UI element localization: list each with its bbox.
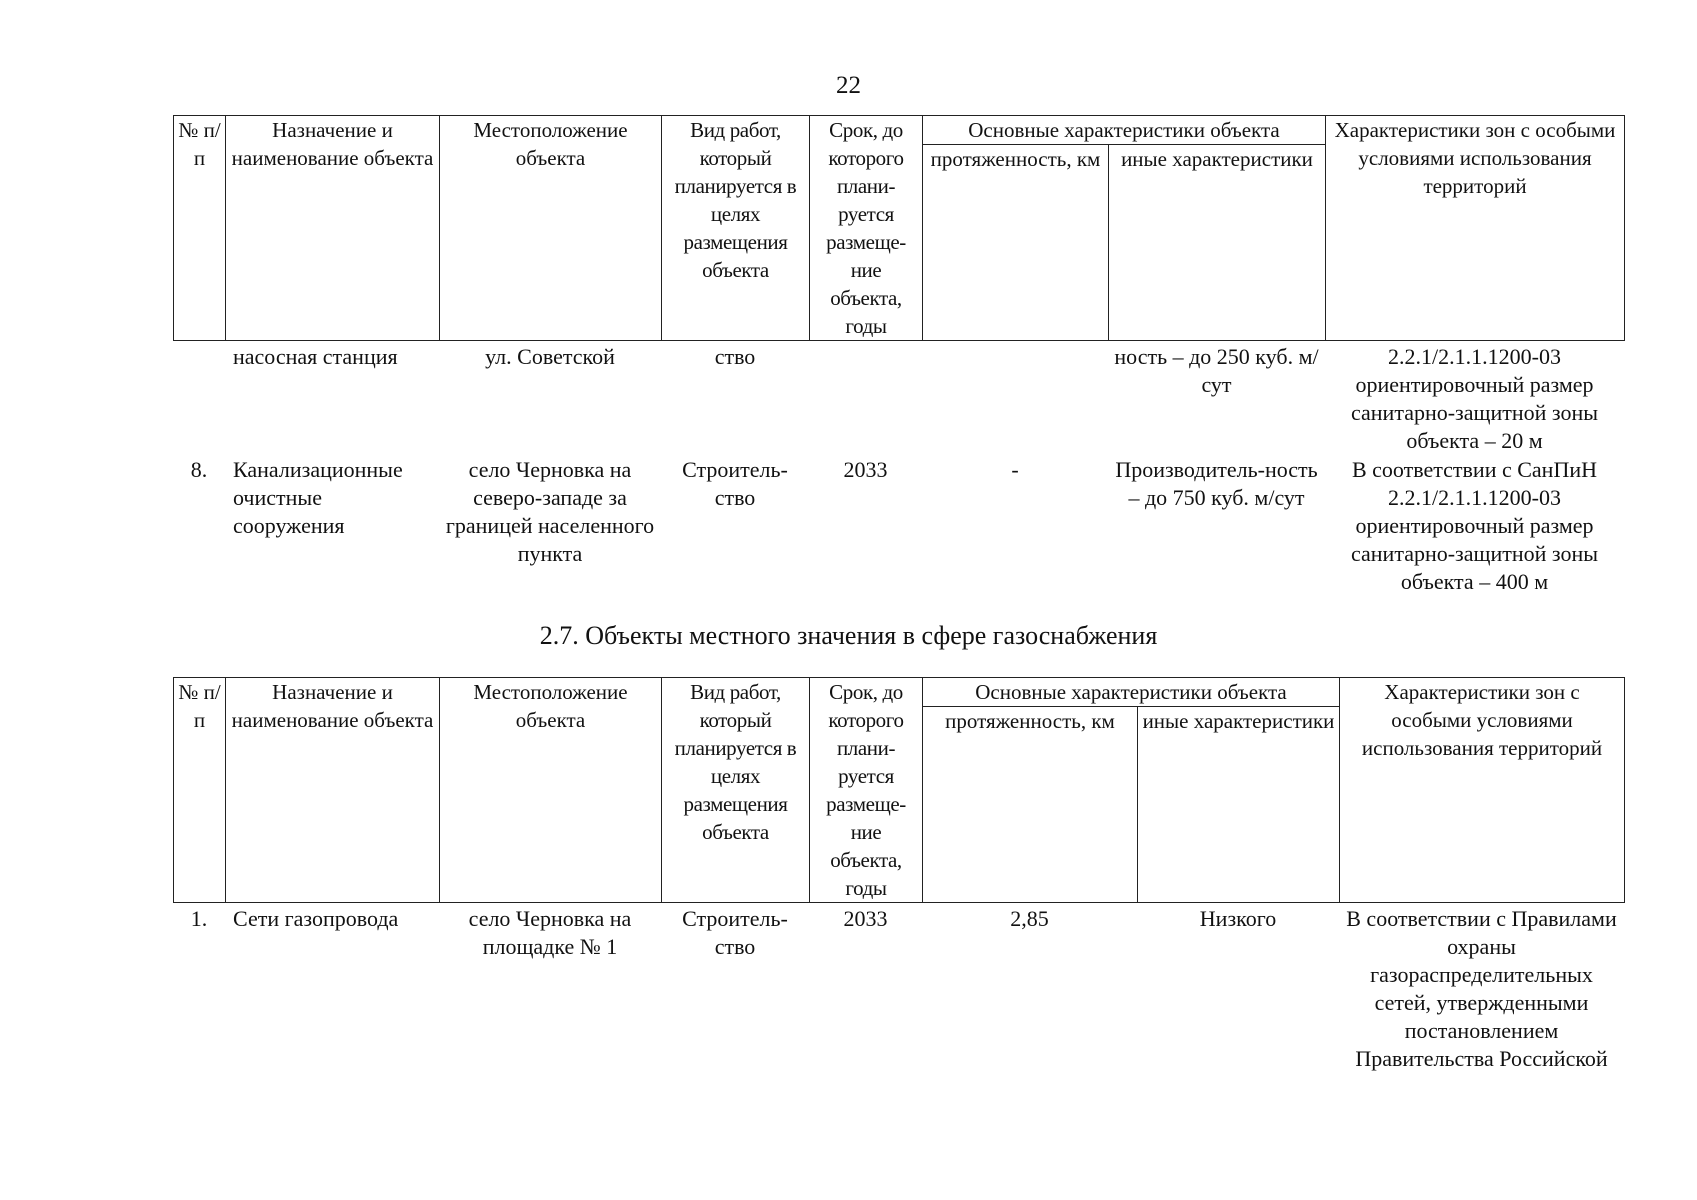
section-heading: 2.7. Объекты местного значения в сфере газоснабжения [539, 621, 1158, 650]
table-1-body [173, 343, 1624, 596]
col-work-type-header: Вид работ, который планируется в целях размещения объекта [662, 116, 810, 341]
col-num-header: № п/п [174, 678, 226, 903]
cell-other: ность – до 250 куб. м/сут [1114, 344, 1319, 397]
table-row [173, 456, 1624, 596]
col-other-header: иные характеристики [1138, 707, 1340, 903]
cell-zones: В соответствии с СанПиН 2.2.1/2.1.1.1200-03 ориентировочный размер санитарно-защитной зоны объекта – 400 м [1350, 457, 1599, 594]
col-main-chars-header: Основные характеристики объекта [923, 116, 1326, 145]
col-work-type-header: Вид работ, который планируется в целях размещения объекта [662, 678, 810, 903]
cell-location: село Черновка на северо-западе за границей населенного пункта [445, 457, 655, 566]
col-zones-header: Характеристики зон с особыми условиями использования территорий [1340, 678, 1625, 903]
cell-work-type: Строитель-ство [682, 906, 788, 959]
cell-length: 2,85 [1010, 906, 1049, 931]
col-length-header: протяженность, км [923, 145, 1109, 341]
cell-location: село Черновка на площадке № 1 [468, 906, 632, 959]
table-row [173, 905, 1624, 1073]
col-location-header: Местоположение объекта [440, 678, 662, 903]
cell-name: Сети газопровода [233, 906, 399, 931]
cell-num [173, 343, 225, 456]
cell-name: Канализационные очистные сооружения [233, 457, 403, 538]
col-main-chars-header: Основные характеристики объекта [923, 678, 1340, 707]
cell-zones: 2.2.1/2.1.1.1200-03 ориентировочный размер санитарно-защитной зоны объекта – 20 м [1350, 344, 1599, 453]
col-deadline-header: Срок, до которого плани-руется размеще-ние объекта, годы [810, 678, 923, 903]
table-2-header [173, 677, 1625, 903]
cell-name: насосная станция [233, 344, 398, 369]
table-1-header [173, 115, 1625, 341]
col-name-header: Назначение и наименование объекта [226, 678, 440, 903]
cell-deadline [809, 343, 922, 456]
cell-deadline: 2033 [843, 457, 888, 482]
col-deadline-header: Срок, до которого плани-руется размеще-ние объекта, годы [810, 116, 923, 341]
col-zones-header: Характеристики зон с особыми условиями использования территорий [1326, 116, 1625, 341]
cell-other: Низкого [1199, 906, 1277, 931]
col-other-header: иные характеристики [1109, 145, 1326, 341]
cell-deadline: 2033 [843, 906, 888, 931]
cell-work-type: ство [714, 344, 756, 369]
col-name-header: Назначение и наименование объекта [226, 116, 440, 341]
table-row [173, 343, 1624, 456]
col-length-header: протяженность, км [923, 707, 1138, 903]
col-location-header: Местоположение объекта [440, 116, 662, 341]
cell-length [922, 343, 1108, 456]
cell-zones: В соответствии с Правилами охраны газораспределительных сетей, утвержденными постановлением Правительства Российской [1346, 906, 1617, 1071]
table-2-body [173, 905, 1624, 1073]
cell-location: ул. Советской [485, 344, 615, 369]
cell-length: - [1011, 457, 1019, 482]
cell-work-type: Строитель-ство [682, 457, 788, 510]
cell-num: 1. [190, 906, 208, 931]
col-num-header: № п/п [174, 116, 226, 341]
cell-num: 8. [190, 457, 208, 482]
cell-other: Производитель-ность – до 750 куб. м/сут [1115, 457, 1318, 510]
page-number: 22 [836, 72, 861, 99]
